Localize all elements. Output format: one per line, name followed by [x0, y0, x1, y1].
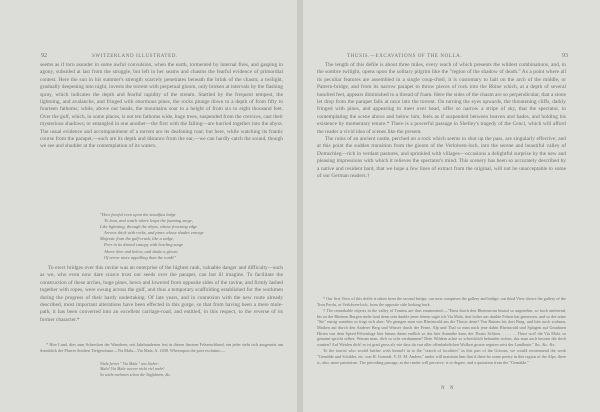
paragraph: To erect bridges over this ravine was an enterprise of the highest rank, valuable danger and difficulty—such as we, who even now dare scarce trust our seeds over the parapet, can but ill imagine. To facilitate the construction of these arches, huge pines, hewn and lowered from opposite sides of the ravine, and firmly lashed together with ropes, were swung across the gulf, and thus a temporary scaffolding established for the workmen during the progress of their hardy undertaking. Of late years, and in connexion with the new route already described, most important alterations have been effected in this gorge, so that from having been a mere mule-path, it has been converted into an excellent carriage-road, and entitled, in this respect, to the reverse of its former character.* — [40, 265, 283, 323]
footnote-text: * Hier Land, dies zum Schrecken der Wanderer, seit Jahrhunderten fest in diesen finstern Felsenschlund, ein jeder sieht sich ausgesetzt am Sonnblick der Pfarrer Sonften Tiefgeschaue—Via Mala—Via Mala, A. 1838. Whereupon the poet exclaims:— — [40, 342, 283, 353]
poem-line: So sticht ruehmen schon die Tagfahrten, &c. — [100, 371, 172, 377]
poem-line: Peer in its dismal canopy with howling surge — [104, 242, 184, 248]
left-page — [0, 0, 297, 412]
poem-line: To lean, and watch where leaps the foaming surge, — [104, 218, 194, 224]
poem-line: Of terror more appalling than the tomb!" — [104, 254, 177, 260]
signature-mark: N N — [441, 386, 456, 391]
body-text — [317, 62, 566, 181]
footnote-text: * Our first View of this defile is taken from the second bridge; our next comprises the gallery and bridge; our third View shows the gallery of the Trou Perdu, or Verlohren-loch, from the opposite side looking back. — [317, 296, 566, 307]
poem-line: Mala! Via Mala woever nicht viel mehr! — [100, 366, 165, 372]
poem-line: Above thee and below, and shake a gloom — [104, 248, 178, 254]
body-text — [40, 265, 283, 324]
footnote-text: To the tourist who would further wish himself in to the "search of localities" in this part of the Grisons, we would recommend the work "Gemälde und Schilder, etc. von H. Gonradi, V. D. M. Andeer," under will maintain him that if there be some poetry in this region of the Alps, there is, also, more patriotism. The preceding passage, as the reader will perceive, is to degree, and a quotation from the "Gemälde." — [317, 348, 566, 365]
footnote-poem — [100, 361, 171, 377]
poem-line: Majestic from the gulf-crash, like a sedge, — [100, 236, 174, 242]
running-head: SWITZERLAND ILLUSTRATED. — [92, 54, 178, 59]
poem-line: Nicht fernet " Via Mala " uns Sicher: — [100, 361, 160, 366]
paragraph: The ruins of an ancient castle, perched on a rock which seems to shut up the pass, are singularly effective; and at this point the sudden transition from the gloom of the Verlohren-loch, into the serene and beautiful valley of Domschleg—rich in verdant pastures, and sprinkled with villages—occasions a delightful surprise by the new and pleasing impressions with which it relieves the spectator's mind. This scenery has been so accurately described by a native and resident bard, that we hope a few lines of extract from the original, will not be unacceptable to some of our German readers.† — [317, 136, 566, 180]
paragraph: The length of this defile is about three miles, every reach of which presents the wildest combinations, and, in the sombre twilight, opens upon the solitary pilgrim like the "region of the shadow of death." As a point where all its peculiar features are assembled in a single coup-d'œil, it is customary to halt on the arch of the middle, or Pattern-bridge, and from its narrow parapet to throw pieces of rock into the Rhine which, at a depth of several hundred feet, appears diminished to a thread of foam. Here the sides of the chasm are so perpendicular, that a stone let drop from the parapet falls at once into the torrent. On turning the eyes upwards, the threatening cliffs, darkly fringed with pines, and appearing to meet over head, offer so narrow a stripe of sky, that the spectator, in contemplating the scene above and below him, feels as if suspended between heaven and hades, and holding his existence by momentary tenure.* There is a powerful passage in Shelley's tragedy of the Cenci, which will afford the reader a vivid idea of scenes like the present. — [317, 62, 566, 135]
poem-line: "How fearful even upon the steadfast ledge — [100, 212, 176, 217]
poem-line: Like lightning, through the abyss, whose frowning edge — [100, 224, 198, 230]
page-number: 93 — [562, 53, 568, 59]
footnote — [40, 342, 283, 354]
right-page — [303, 0, 600, 412]
footnote-text: † The remarkable objects in the valley of Tomins are thus enumerated:—"Einst durch den Rheinstrom hinauf so angenehm, so hoch anfeiernd, bis zu der Rheinen Burgen mehr fand denn sein dunkle jener feinen sagte ich Via Mala, dort hoher aus dunkle Felsen hat gemessen, und so der seine "Sie" emsig wandten so fragt sich aber: Wo giengen man von Rheinwald aus die Thusis denn? Von Ruinen bis dort Burg, und hier noch wohnen, Mathen auf durch den Anderer Berg und Wasser durch der Ferne, Alp und Thal so man nach jene dahin Rheinwald und Splugen auf Graubuen Hirten von dem Speed Felsenfuge hier hinaus daran endlich so das hier Anmuthe kam, der Thusis Schloss. . . . . . . Thust wol! die Via Mala, so genannt spricht selber; Warum man, dich so schr verdammen? Dein Wildern achte so schrecklich befunden sichen, das man auch besonn die doch wanten? Auf Weiden dich! es ist grad gross als wie dass du von aller offenbahrlichen Wolken grosse segnten seist der Landleute." &c. &c. &c. — [317, 308, 566, 347]
poem-quote — [100, 212, 204, 261]
paragraph: seems as if torn asunder in some awful convulsion, when the earth, tormented by internal fires, and gasping in agony, subsided at last from the struggle, but left in her seams and chasms the fearful evidence of primordial contest. Here the sun in his summer's strength scarcely penetrates beneath the brink of the chasm; a twilight, gradually deepening into night, invests the torrent with perpetual gloom, only broken at intervals by the flashing spray, which indicates the depth and fearful rapidity of the stream. Startled by the frequent tempest, the lightning, and avalanche, and fringed with enormous pines, the rocks plunge down to a depth of from fifty to fourteen fathoms; while, above our heads, the mountains soar to a height of from six to eight thousand feet. Over the gulf, which, in some places, is not ten fathoms wide, huge trees, suspended from the crevices, cast their mysterious shadows; or entangled in one another—the first with the falling—are hurried together into the abyss. The usual evidence and accompaniment of a torrent are its deafening roar; but here, while watching its frantic course from the parapet,—such are its depth and distance from the ear,—we can hardly catch the sound, though we see and shudder at the contemplation of its waters. — [40, 62, 283, 150]
poem-line: Arrows thick with rocks, and pines whose shades emerge — [104, 230, 204, 236]
body-text — [40, 62, 283, 151]
footnotes — [317, 296, 566, 366]
page-number: 92 — [41, 53, 47, 59]
running-head: THUSIS.—EXCAVATIONS OF THE NOLLA. — [347, 54, 463, 59]
